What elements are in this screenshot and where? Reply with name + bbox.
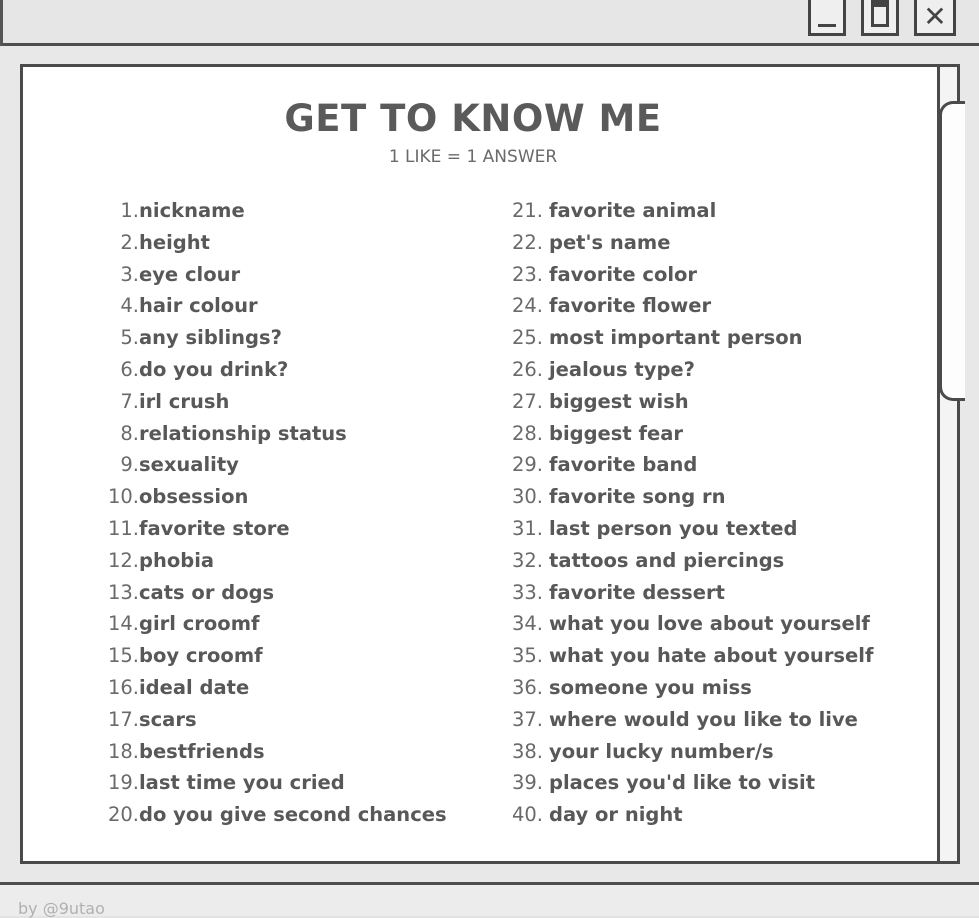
question-item bbox=[103, 227, 447, 259]
question-number: 10. bbox=[107, 485, 139, 509]
question-number: 14. bbox=[107, 612, 139, 636]
question-text: irl crush bbox=[139, 389, 230, 413]
question-text: phobia bbox=[139, 548, 215, 572]
question-item bbox=[499, 481, 873, 513]
close-icon: ✕ bbox=[923, 0, 947, 33]
question-number: 1. bbox=[120, 199, 139, 222]
question-text: do you drink? bbox=[139, 357, 289, 381]
question-number: 4. bbox=[120, 294, 139, 318]
question-number: 40. bbox=[511, 803, 543, 827]
minimize-icon bbox=[818, 24, 836, 27]
question-item bbox=[103, 799, 447, 831]
question-text: day or night bbox=[549, 803, 683, 827]
page-title: GET TO KNOW ME bbox=[284, 97, 662, 140]
question-number: 13. bbox=[107, 580, 139, 604]
question-number: 30. bbox=[511, 485, 543, 509]
question-text: height bbox=[139, 230, 210, 254]
question-number: 22. bbox=[511, 230, 543, 254]
question-text: most important person bbox=[549, 326, 803, 350]
question-text: last person you texted bbox=[549, 516, 798, 540]
question-text: biggest wish bbox=[549, 389, 689, 413]
question-number: 33. bbox=[511, 580, 543, 604]
question-number: 39. bbox=[511, 771, 543, 795]
question-item bbox=[499, 386, 873, 418]
question-text: favorite band bbox=[549, 453, 698, 477]
question-item bbox=[103, 513, 447, 545]
question-number: 28. bbox=[511, 421, 543, 445]
question-item bbox=[499, 704, 873, 736]
question-text: cats or dogs bbox=[139, 580, 275, 604]
question-text: hair colour bbox=[139, 294, 258, 318]
question-item bbox=[103, 449, 447, 481]
question-text: favorite color bbox=[549, 262, 698, 286]
question-text: favorite flower bbox=[549, 294, 712, 318]
question-item bbox=[103, 195, 447, 227]
question-item bbox=[499, 736, 873, 768]
question-text: do you give second chances bbox=[139, 803, 447, 827]
question-item bbox=[103, 322, 447, 354]
question-number: 9. bbox=[120, 453, 139, 477]
question-item bbox=[103, 386, 447, 418]
question-text: favorite store bbox=[139, 516, 290, 540]
question-item bbox=[103, 736, 447, 768]
question-text: scars bbox=[139, 707, 197, 731]
question-text: favorite animal bbox=[549, 199, 717, 222]
question-text: where would you like to live bbox=[549, 707, 858, 731]
question-text: what you love about yourself bbox=[549, 612, 870, 636]
content-panel bbox=[20, 64, 960, 864]
status-bar bbox=[0, 882, 979, 916]
question-text: obsession bbox=[139, 485, 249, 509]
question-number: 32. bbox=[511, 548, 543, 572]
question-number: 36. bbox=[511, 675, 543, 699]
question-item bbox=[499, 608, 873, 640]
question-text: any siblings? bbox=[139, 326, 282, 350]
question-text: jealous type? bbox=[549, 357, 695, 381]
question-number: 24. bbox=[511, 294, 543, 318]
question-number: 15. bbox=[107, 644, 139, 668]
question-number: 5. bbox=[120, 326, 139, 350]
question-text: ideal date bbox=[139, 675, 250, 699]
question-number: 29. bbox=[511, 453, 543, 477]
question-item bbox=[499, 322, 873, 354]
question-text: favorite dessert bbox=[549, 580, 725, 604]
question-item bbox=[499, 640, 873, 672]
question-item bbox=[103, 672, 447, 704]
question-item bbox=[499, 354, 873, 386]
question-number: 20. bbox=[107, 803, 139, 827]
question-item bbox=[499, 290, 873, 322]
maximize-button[interactable] bbox=[861, 0, 899, 36]
question-number: 8. bbox=[120, 421, 139, 445]
question-number: 2. bbox=[120, 230, 139, 254]
question-number: 25. bbox=[511, 326, 543, 350]
question-item bbox=[103, 767, 447, 799]
question-number: 35. bbox=[511, 644, 543, 668]
question-item bbox=[499, 449, 873, 481]
question-text: tattoos and piercings bbox=[549, 548, 785, 572]
question-number: 23. bbox=[511, 262, 543, 286]
close-button[interactable] bbox=[914, 0, 956, 36]
question-number: 37. bbox=[511, 707, 543, 731]
question-item bbox=[103, 577, 447, 609]
window-title-bar bbox=[0, 0, 979, 46]
question-number: 19. bbox=[107, 771, 139, 795]
question-item bbox=[103, 704, 447, 736]
question-item bbox=[499, 513, 873, 545]
question-text: biggest fear bbox=[549, 421, 683, 445]
question-number: 26. bbox=[511, 357, 543, 381]
question-item bbox=[499, 418, 873, 450]
question-number: 27. bbox=[511, 389, 543, 413]
question-item bbox=[103, 608, 447, 640]
scrollbar-thumb[interactable] bbox=[939, 101, 965, 401]
question-number: 21. bbox=[511, 199, 543, 222]
question-text: relationship status bbox=[139, 421, 347, 445]
question-item bbox=[103, 259, 447, 291]
question-text: favorite song rn bbox=[549, 485, 726, 509]
question-item bbox=[103, 640, 447, 672]
question-number: 17. bbox=[107, 707, 139, 731]
question-item bbox=[499, 545, 873, 577]
question-list-left bbox=[103, 195, 447, 831]
question-item bbox=[499, 672, 873, 704]
question-item bbox=[103, 418, 447, 450]
question-item bbox=[499, 799, 873, 831]
question-text: places you'd like to visit bbox=[549, 771, 816, 795]
page-subtitle: 1 LIKE = 1 ANSWER bbox=[388, 147, 558, 167]
question-text: pet's name bbox=[549, 230, 671, 254]
question-list-right bbox=[499, 195, 873, 831]
question-number: 38. bbox=[511, 739, 543, 763]
question-item bbox=[103, 481, 447, 513]
question-number: 6. bbox=[120, 357, 139, 381]
question-text: eye clour bbox=[139, 262, 241, 286]
question-text: someone you miss bbox=[549, 675, 752, 699]
question-number: 11. bbox=[107, 516, 139, 540]
question-item bbox=[499, 227, 873, 259]
question-text: nickname bbox=[139, 199, 245, 222]
window-frame-edge bbox=[0, 0, 3, 46]
watermark-text: by @9utao bbox=[18, 899, 105, 918]
question-item bbox=[499, 195, 873, 227]
question-number: 3. bbox=[120, 262, 139, 286]
question-item bbox=[103, 290, 447, 322]
question-item bbox=[499, 767, 873, 799]
question-text: last time you cried bbox=[139, 771, 345, 795]
question-number: 12. bbox=[107, 548, 139, 572]
question-number: 7. bbox=[120, 389, 139, 413]
question-text: bestfriends bbox=[139, 739, 265, 763]
question-number: 16. bbox=[107, 675, 139, 699]
question-text: boy croomf bbox=[139, 644, 263, 668]
question-item bbox=[103, 354, 447, 386]
vertical-scrollbar[interactable] bbox=[937, 67, 957, 861]
question-number: 34. bbox=[511, 612, 543, 636]
question-text: girl croomf bbox=[139, 612, 260, 636]
question-text: your lucky number/s bbox=[549, 739, 774, 763]
question-item bbox=[499, 577, 873, 609]
question-text: sexuality bbox=[139, 453, 239, 477]
minimize-button[interactable] bbox=[808, 0, 846, 36]
question-item bbox=[103, 545, 447, 577]
question-item bbox=[499, 259, 873, 291]
question-number: 18. bbox=[107, 739, 139, 763]
maximize-icon bbox=[871, 0, 889, 27]
question-text: what you hate about yourself bbox=[549, 644, 874, 668]
question-number: 31. bbox=[511, 516, 543, 540]
